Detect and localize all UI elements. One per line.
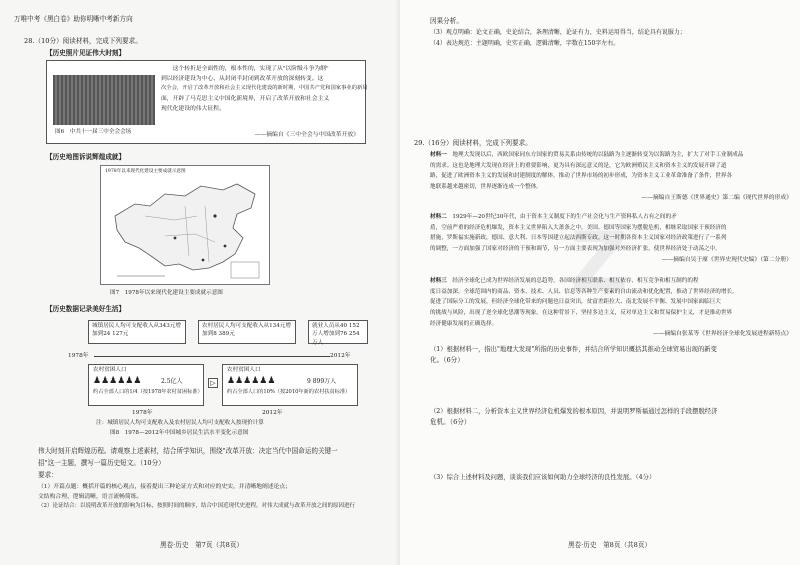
sub-question-1-line: （1）根据材料一，指出"地理大发现"所指的历史事件，并结合所学知识概括其推动全球贸易出现的新变 (430, 346, 717, 353)
poverty-1978-title: 农村贫困人口 (93, 367, 127, 373)
quote-source: ——摘编自《三中全会与中国改革开放》 (254, 132, 359, 138)
achievement-map (100, 165, 270, 285)
requirement-2: （2）论证结合：以说明改革开放的影响为目标，按照时间的顺序，结合中国近现代史进程，对伟大成就与改革开放之间的原因进行 (38, 503, 356, 510)
question-28-stem: 28.（10分）阅读材料，完成下列要求。 (24, 37, 142, 45)
china-map-outline (105, 176, 265, 282)
photo-caption: 图6 中共十一届三中全会会场 (55, 129, 132, 135)
material-2-line: 的调整，一方面加强了国家对经济的干预和调节，另一方面主要表现为加强对外经济扩张，使世界经济处于动荡之中。 (430, 245, 721, 252)
year-2012-label: 2012年 (262, 410, 283, 416)
quote-line: 面，开辟了马克思主义中国化新境界，开启了改革开放和社会主义 (161, 95, 330, 102)
material-3-line: 促进了国际分工的发展，但经济全球化带来的问题也日益突出，贫富差距拉大、南北发展不平衡、发展中国家面临巨大 (430, 299, 721, 306)
material-3-source: ——摘编自张某等《世界经济全球化发展进程新特点》 (652, 331, 792, 338)
sub-question-2 (430, 406, 792, 429)
task-line: 招"这一主题，撰写一篇历史短文。（10分） (38, 458, 165, 467)
requirement-4: （4）表达规范：主题明确，史实正确，逻辑清晰，字数在150字左右。 (430, 39, 620, 47)
sub-question-2-line: 危机。（6分） (430, 418, 471, 427)
sub-question-1 (430, 344, 792, 367)
map-caption: 图7 1978年以来现代化建设主要成就示意图 (110, 290, 223, 296)
material-1-line: 地联系越来越密切，世界逐渐连成一个整体。 (430, 183, 542, 190)
material-1-source: ——摘编自王斯德《世界通史》第二编《现代世界的形成》 (641, 194, 792, 201)
page-footer: 黑卷·历史 第8页（共8页） (568, 541, 652, 549)
poverty-1978-number: 2.5亿人 (161, 378, 183, 385)
poverty-2012-title: 农村贫困人口 (227, 367, 261, 373)
people-icons: ♟♟♟♟♟♟ (227, 376, 276, 386)
material-1 (430, 150, 792, 204)
page-header: 万唯中考《黑白卷》助你明晰中考新方向 (14, 15, 133, 23)
requirement-3: （3）观点明确：论文正确，史论结合，条理清晰，论证有力，史料运用得当，结论具有说服力； (430, 28, 686, 36)
poverty-2012-box (222, 364, 358, 406)
answer-area-1[interactable] (430, 370, 792, 402)
requirements-cont (430, 16, 790, 49)
material-3-line: 经济全球化已成为世界经济发展的总趋势，各国经济相互联系、相互依存、相互竞争和相互制约的程 (452, 278, 699, 284)
page-footer: 黑卷·历史 第7页（共8页） (160, 541, 244, 549)
material-2-line: 措施，罗斯福实施新政，德国、意大利、日本等国建立起法西斯专政。这一时期各资本主义国家对经济政策进行了一系列 (430, 235, 727, 242)
material-3-line: 经济健康发展的正确选择。 (430, 320, 498, 327)
quote-line: 现代化建设的伟大征程。 (161, 105, 225, 112)
timeline-axis (94, 356, 330, 357)
answer-area-3[interactable] (430, 488, 792, 532)
photo-quote-box (46, 60, 366, 144)
quote-line: 到以经济建设为中心、从封闭半封闭到改革开放的深刻转变。这 (161, 76, 324, 83)
material-3 (430, 276, 792, 340)
timeline-start: 1978年 (68, 353, 89, 359)
urban-income-box: 城镇居民人均可支配收入从343元增加到24 127元 (88, 320, 186, 344)
year-1978-label: 1978年 (132, 410, 153, 416)
poverty-2012-desc: 约占全部人口的10%（按2010年新的农村扶贫标准） (227, 389, 351, 395)
material-1-line: 路，促进了欧洲资本主义的发展和封建制度的解体，推动了世界市场的初步形成，为资本主义工业革命准备了条件，世界各 (430, 173, 733, 180)
material-2-line: 1929年—20世纪30年代，由于资本主义制度下的生产社会化与生产资料私人占有之间的矛 (452, 214, 677, 220)
rural-income-box: 农村居民人均可支配收入从134元增加到8 389元 (198, 320, 296, 344)
material-2 (430, 212, 792, 266)
timeline-end: 2012年 (330, 353, 351, 359)
watermark: Z (570, 215, 629, 308)
section-photo-title: 【历史照片见证伟大时刻】 (46, 49, 126, 57)
question-29-stem: 29.（16分）阅读材料，完成下列要求。 (414, 139, 532, 147)
quote-text (161, 64, 368, 114)
requirement-1: （1）开篇点题：概括开篇的核心观点，接着提出三种论证方式和对应的史实，并清晰地阐述论点； (38, 483, 291, 490)
material-2-source: ——摘编自吴于廑《世界史现代史编》（第二分册） (661, 256, 792, 263)
quote-line: 这个转折是全面性的，根本性的，实现了从"以阶级斗争为纲" (172, 66, 329, 72)
material-1-label: 材料一 (430, 152, 447, 158)
quote-line: 次全会，开启了改革开放和社会主义现代化建设的新时期，中国共产党和国家事业的新局 (161, 85, 368, 92)
sub-question-3: （3）综合上述材料及问题，谈谈我们应该如何助力全球经济的良性发展。（4分） (430, 474, 656, 481)
material-3-line: 的挑战与风险，出现了逆全球化思潮等现象。在这种背景下，坚持多边主义，反对单边主义和贸易保护主义，才是推动世界 (430, 309, 733, 316)
sub-question-2-line: （2）根据材料二，分析资本主义世界经济危机爆发的根本原因，并说明罗斯福通过怎样的手段摆脱经济 (430, 408, 718, 415)
arrow-right-icon: ▷ (208, 378, 218, 388)
material-3-label: 材料三 (430, 278, 447, 284)
poverty-2012-number: 9 899万人 (307, 378, 337, 385)
income-note: 注：城镇居民人均可支配收入及农村居民人均可支配收入按现价计算 (96, 420, 264, 426)
poverty-1978-box (88, 364, 204, 406)
requirement-2-cont: 因果分析。 (430, 17, 463, 25)
section-data-title: 【历史数据记录美好生活】 (46, 305, 126, 313)
right-page (400, 0, 800, 565)
task-line: 伟大时刻开启辉煌历程。请观察上述素材，结合所学知识，围绕"改革开放：决定当代中国命运的关键一 (38, 447, 338, 455)
section-map-title: 【历史地图诉说辉煌成就】 (46, 153, 126, 161)
material-2-label: 材料二 (430, 214, 447, 220)
material-2-line: 盾，空前严重的经济危机爆发，资本主义世界陷入大萧条之中，美国、德国等国家为摆脱危机，相继采取国家干预经济的 (430, 224, 727, 231)
answer-area-2[interactable] (430, 430, 792, 470)
material-1-line: 地理大发现以后，西欧国家同东方国家的贸易关系由传统的以陆路为主逐渐转变为以海路为主，扩大了对手工业制成品 (452, 152, 744, 158)
requirement-1-cont: 文结构合理、逻辑清晰，语言流畅简练。 (38, 494, 143, 500)
employment-box: 就业人员从40 152万人增加到76 254万人 (308, 320, 368, 344)
material-3-line: 度日益加深，全球范围内的商品、资本、技术、人员、信息等各种生产要素的自由流动和优化配置，推动了世界经济的增长， (430, 288, 738, 295)
sub-question-1-line: 化。（6分） (430, 356, 464, 365)
task-text (38, 446, 388, 512)
requirement-title: 要求： (38, 470, 58, 479)
material-1-line: 的需求。这也是地理大发现在经济上的重要影响，更为具有深远意义的是，它为欧洲殖民主义和资本主义的发展开辟了道 (430, 162, 727, 169)
people-icons: ♟♟♟♟♟♟ (93, 376, 142, 386)
session-photo (53, 75, 155, 125)
fig8-caption: 图8 1978—2012年中国城乡居民生活水平变化示意图 (110, 430, 249, 436)
map-title: 1978年以来现代化建设主要成就示意图 (105, 169, 186, 174)
poverty-1978-desc: 约占全部人口的1/4（按1978年农村贫困标准） (93, 389, 203, 395)
